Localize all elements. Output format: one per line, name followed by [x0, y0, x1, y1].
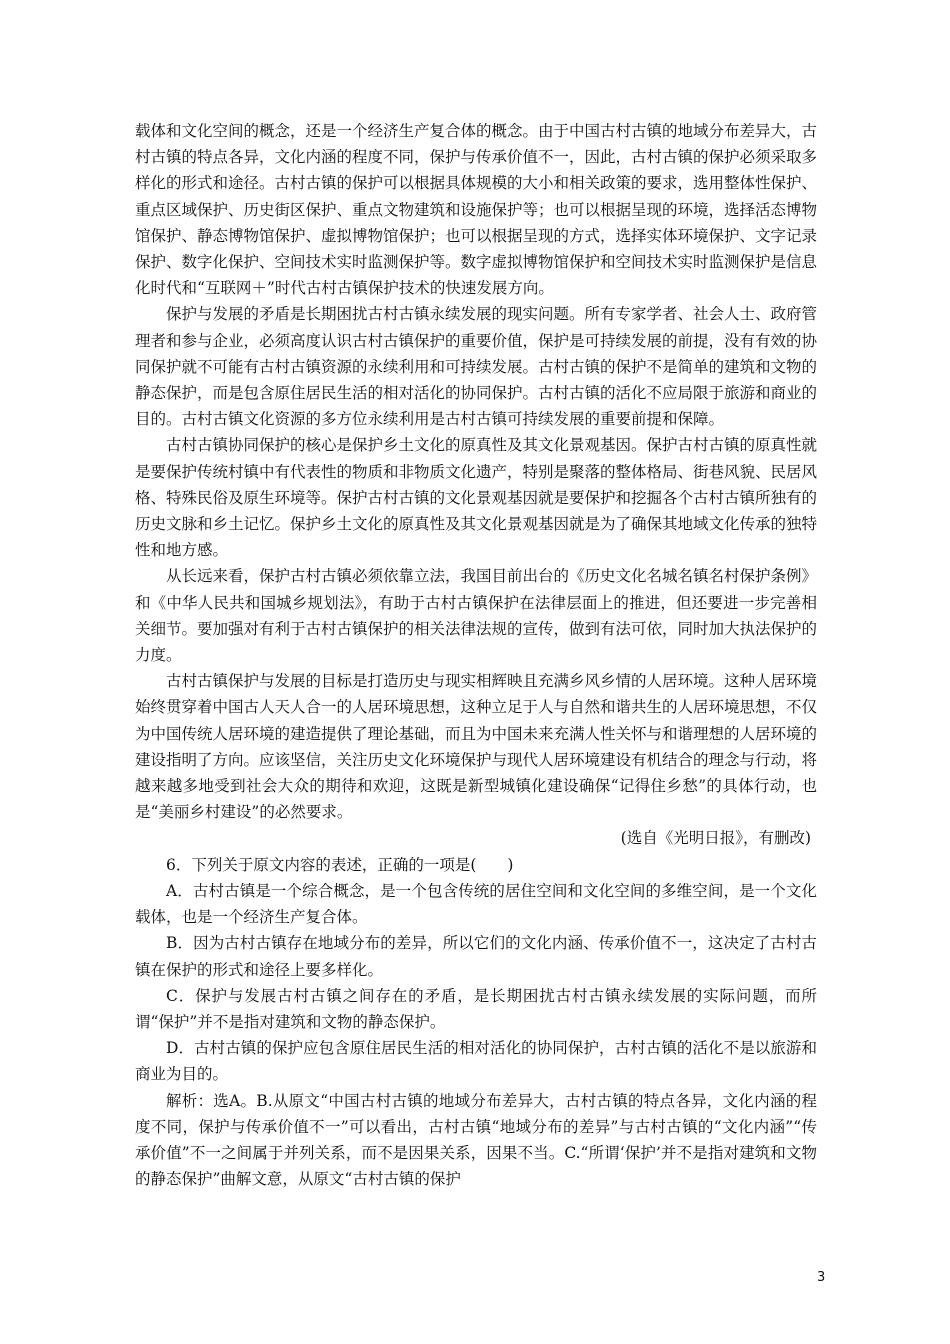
- option-b: B．因为古村古镇存在地域分布的差异，所以它们的文化内涵、传承价值不一，这决定了古村古镇在保护的形式和途径上要多样化。: [135, 934, 817, 979]
- option-a: A．古村古镇是一个综合概念，是一个包含传统的居住空间和文化空间的多维空间，是一个文化载体，也是一个经济生产复合体。: [135, 881, 817, 927]
- paragraph-1: 载体和文化空间的概念，还是一个经济生产复合体的概念。由于中国古村古镇的地域分布差异大，古村古镇的特点各异，文化内涵的程度不同，保护与传承价值不一，因此，古村古镇的保护必须采取多样化的形式和途径。古村古镇的保护可以根据具体规模的大小和相关政策的要求，选用整体性保护、重点区域保护、历史街区保护、重点文物建筑和设施保护等；也可以根据呈现的环境，选择活态博物馆保护、静态博物馆保护、虚拟博物馆保护；也可以根据呈现的方式，选择实体环境保护、文字记录保护、数字化保护、空间技术实时监测保护等。数字虚拟博物馆保护和空间技术实时监测保护是信息化时代和“互联网＋”时代古村古镇保护技术的快速发展方向。: [135, 122, 818, 298]
- paragraph-2: 保护与发展的矛盾是长期困扰古村古镇永续发展的现实问题。所有专家学者、社会人士、政府管理者和参与企业，必须高度认识古村古镇保护的重要价值，保护是可持续发展的前提，没有有效的协同保护就不可能有古村古镇资源的永续利用和可持续发展。古村古镇的保护不是简单的建筑和文物的静态保护，而是包含原住居民生活的相对活化的协同保护。古村古镇的活化不应局限于旅游和商业的目的。古村古镇文化资源的多方位永续利用是古村古镇可持续发展的重要前提和保障。: [135, 305, 818, 429]
- paragraph-5: 古村古镇保护与发展的目标是打造历史与现实相辉映且充满乡风乡情的人居环境。这种人居环境始终贯穿着中国古人天人合一的人居环境思想，这种立足于人与自然和谐共生的人居环境思想，不仅为中国传统人居环境的建造提供了理论基础，而且为中国未来充满人性关怀与和谐理想的人居环境的建设指明了方向。应该坚信，关注历史文化环境保护与现代人居环境建设有机结合的理念与行动，将越来越多地受到社会大众的期待和欢迎，这既是新型城镇化建设确保“记得住乡愁”的具体行动，也是“美丽乡村建设”的必然要求。: [135, 672, 818, 822]
- paragraph-4: 从长远来看，保护古村古镇必须依靠立法，我国目前出台的《历史文化名城名镇名村保护条例》和《中华人民共和国城乡规划法》，有助于古村古镇保护在法律层面上的推进，但还要进一步完善相关细节。要加强对有利于古村古镇保护的相关法律法规的宣传，做到有法可依，同时加大执法保护的力度。: [135, 567, 818, 665]
- option-d: D．古村古镇的保护应包含原住居民生活的相对活化的协同保护，古村古镇的活化不是以旅游和商业为目的。: [135, 1039, 817, 1084]
- paragraph-3: 古村古镇协同保护的核心是保护乡土文化的原真性及其文化景观基因。保护古村古镇的原真性就是要保护传统村镇中有代表性的物质和非物质文化遗产，特别是聚落的整体格局、街巷风貌、民居风格、特殊民俗及原生环境等。保护古村古镇的文化景观基因就是要保护和挖掘各个古村古镇所独有的历史文脉和乡土记忆。保护乡土文化的原真性及其文化景观基因就是为了确保其地域文化传承的独特性和地方感。: [135, 436, 818, 560]
- source-citation: (选自《光明日报》，有删改): [620, 829, 811, 848]
- page-number: 3: [817, 1270, 826, 1285]
- document-body: [135, 118, 817, 1192]
- option-c: C．保护与发展古村古镇之间存在的矛盾，是长期困扰古村古镇永续发展的实际问题，而所谓“保护”并不是指对建筑和文物的静态保护。: [135, 986, 817, 1031]
- question-stem: 6．下列关于原文内容的表述，正确的一项是( ): [166, 855, 514, 874]
- answer-analysis: 解析：选A。B.从原文“中国古村古镇的地域分布差异大，古村古镇的特点各异，文化内涵的程度不同，保护与传承价值不一”可以看出，古村古镇“地域分布的差异”与古村古镇的“文化内涵”“传承价值”不一之间属于并列关系，而不是因果关系，因果不当。C.“所谓‘保护’并不是指对建筑和文物的静态保护”曲解文意，从原文“古村古镇的保护: [135, 1091, 817, 1189]
